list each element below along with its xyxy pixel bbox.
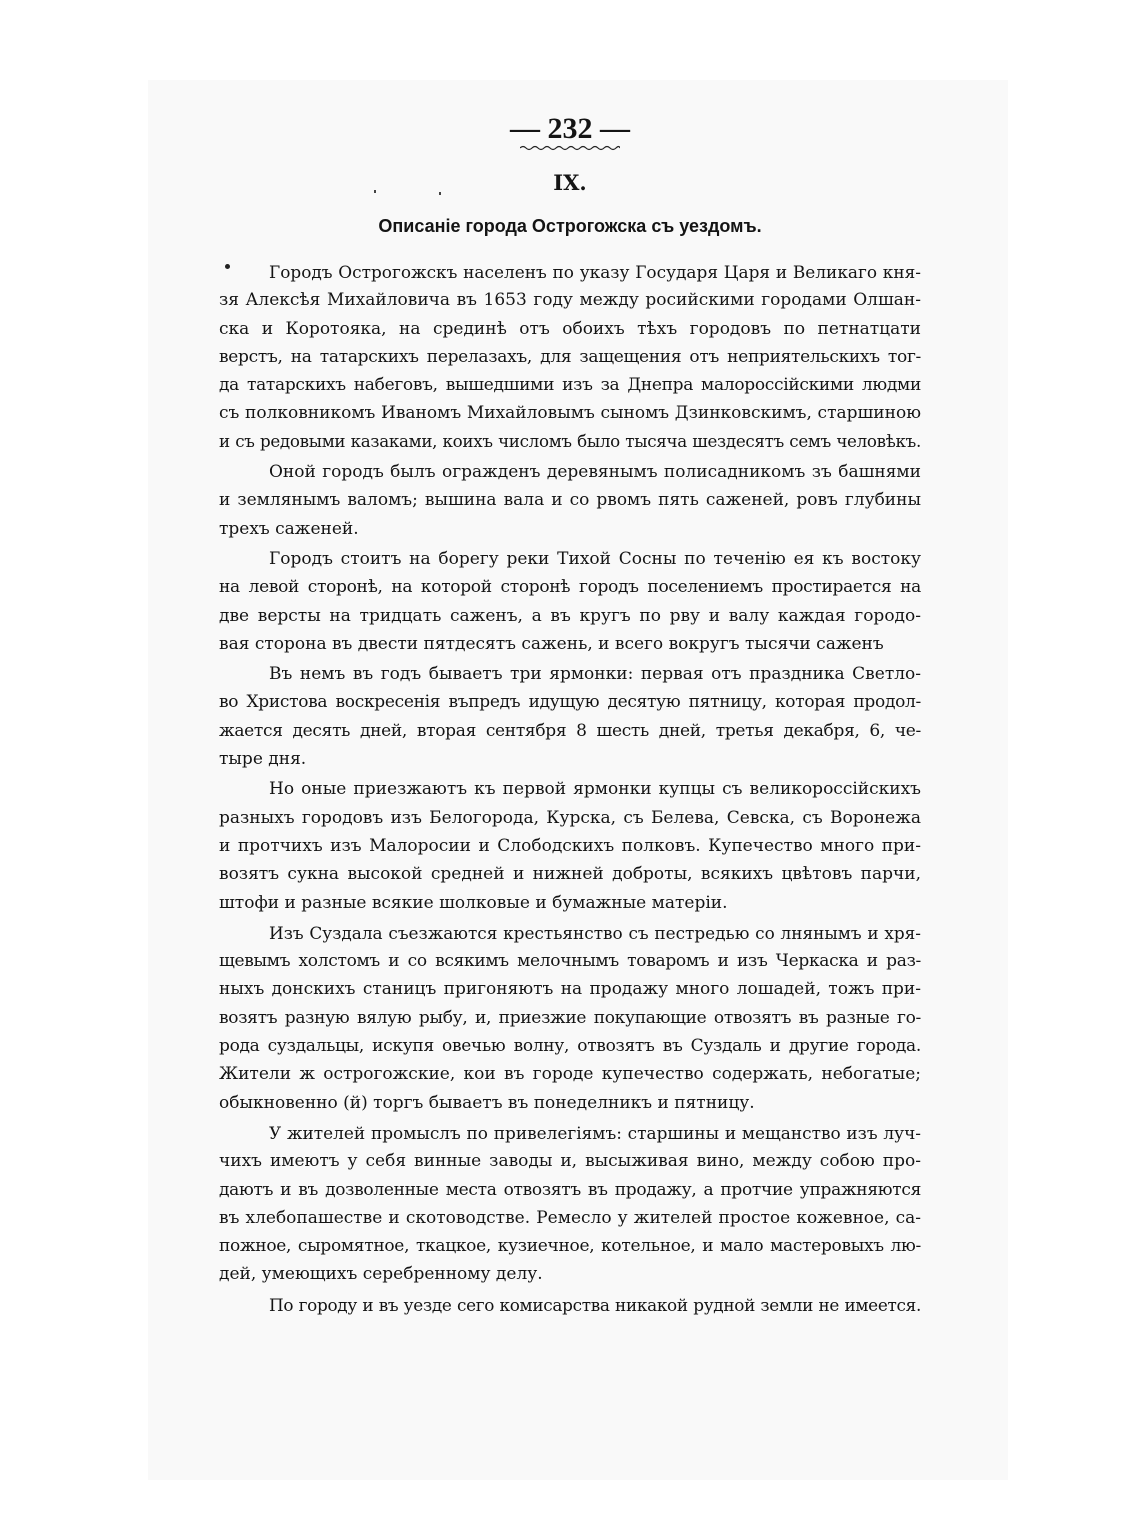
- text-line: ска и Коротояка, на срединѣ отъ обоихъ тѣхъ городовъ по петнатцати: [219, 318, 921, 339]
- text-line: Жители ж острогожские, кои въ городе купечество содержать, небогатые;: [219, 1064, 921, 1085]
- paragraph-location: [219, 545, 921, 658]
- text-line: разныхъ городовъ изъ Белогорода, Курска, съ Белева, Севска, съ Воронежа: [219, 807, 921, 828]
- text-line: штофи и разные всякие шолковые и бумажные матеріи.: [219, 892, 728, 913]
- text-line: Городъ стоитъ на борегу реки Тихой Сосны по теченію ея къ востоку: [269, 548, 921, 569]
- paragraph-crafts: [219, 1119, 921, 1289]
- text-line: тыре дня.: [219, 749, 307, 770]
- paragraph-suzdal-trade: [219, 919, 921, 1117]
- text-line: съ полковникомъ Иваномъ Михайловымъ сыномъ Дзинковскимъ, старшиною: [219, 403, 921, 424]
- paragraph-merchants: [219, 775, 921, 916]
- text-line: на левой сторонѣ, на которой сторонѣ городъ поселениемъ простирается на: [219, 577, 921, 598]
- text-line: две версты на тридцать саженъ, а въ кругъ по рву и валу каждая городо-: [219, 605, 921, 626]
- text-line: трехъ саженей.: [219, 518, 359, 539]
- paragraph-fortification: [219, 458, 921, 543]
- text-line: возятъ разную вялую рыбу, и, приезжие покупающие отвозятъ въ разные го-: [219, 1007, 921, 1028]
- text-line: возятъ сукна высокой средней и нижней доброты, всякихъ цвѣтовъ парчи,: [219, 864, 921, 885]
- text-line: Въ немъ въ годъ бываетъ три ярмонки: первая отъ праздника Светло-: [269, 664, 921, 685]
- text-line: даютъ и въ дозволенные места отвозятъ въ продажу, а протчие упражняются: [219, 1179, 921, 1200]
- text-line: Изъ Суздала съезжаются крестьянство съ пестредью со лнянымъ и хря-: [269, 922, 921, 943]
- text-line: зя Алексѣя Михайловича въ 1653 году между росийскими городами Олшан-: [219, 290, 921, 311]
- text-line: въ хлебопашестве и скотоводстве. Ремесло у жителей простое кожевное, са-: [219, 1207, 921, 1228]
- text-line: чихъ имеютъ у себя винные заводы и, высыживая вино, между собою про-: [219, 1151, 921, 1172]
- text-line: дей, умеющихъ серебренному делу.: [219, 1264, 543, 1285]
- text-line: обыкновенно (й) торгъ бываетъ въ понеделникъ и пятницу.: [219, 1092, 755, 1113]
- text-line: верстъ, на татарскихъ перелазахъ, для защещения отъ неприятельскихъ тог-: [219, 346, 921, 367]
- text-line: У жителей промыслъ по привелегіямъ: старшины и мещанство изъ луч-: [269, 1122, 921, 1143]
- text-line: Но оные приезжаютъ къ первой ярмонки купцы съ великороссійскихъ: [269, 779, 921, 800]
- text-line: рода суздальцы, искупя овечью волну, отвозятъ въ Суздаль и другие города.: [219, 1036, 921, 1057]
- text-line: ныхъ донскихъ станицъ пригоняютъ на продажу много лошадей, тожъ при-: [219, 979, 921, 1000]
- text-line: жается десять дней, вторая сентября 8 шесть дней, третья декабря, 6, че-: [219, 720, 921, 741]
- text-line: и протчихъ изъ Малоросии и Слободскихъ полковъ. Купечество много при-: [219, 835, 921, 856]
- text-line: и землянымъ валомъ; вышина вала и со рвомъ пять саженей, ровъ глубины: [219, 490, 921, 511]
- paragraph-ore: [219, 1291, 921, 1319]
- text-line: да татарскихъ набеговъ, вышедшими изъ за Днепра малороссійскими людми: [219, 375, 921, 396]
- text-line: щевымъ холстомъ и со всякимъ мелочнымъ товаромъ и изъ Черкаска и раз-: [219, 951, 921, 972]
- paragraph-fairs: [219, 660, 921, 773]
- text-line: Оной городъ былъ огражденъ деревянымъ полисадникомъ зъ башнями: [269, 462, 921, 483]
- text-line: и съ редовыми казаками, коихъ числомъ было тысяча шездесятъ семъ человѣкъ.: [219, 431, 921, 451]
- text-line: пожное, сыромятное, ткацкое, кузиечное, котельное, и мало мастеровыхъ лю-: [219, 1236, 921, 1257]
- text-line: Городъ Острогожскъ населенъ по указу Государя Царя и Великаго кня-: [269, 262, 921, 282]
- page-number: — 232 —: [510, 112, 630, 145]
- text-line: По городу и въ уезде сего комисарства никакой рудной земли не имеется.: [269, 1294, 921, 1315]
- paragraph-founding: [219, 258, 921, 456]
- body-text: [219, 258, 921, 1321]
- wavy-underline: [520, 144, 620, 152]
- text-line: вая сторона въ двести пятдесятъ сажень, и всего вокругъ тысячи саженъ: [219, 633, 884, 654]
- chapter-number: IX.: [553, 170, 587, 195]
- text-line: во Христова воскресенія въпредъ идущую десятую пятницу, которая продол-: [219, 692, 921, 713]
- chapter-title: Описаніе города Острогожска съ уездомъ.: [378, 216, 762, 236]
